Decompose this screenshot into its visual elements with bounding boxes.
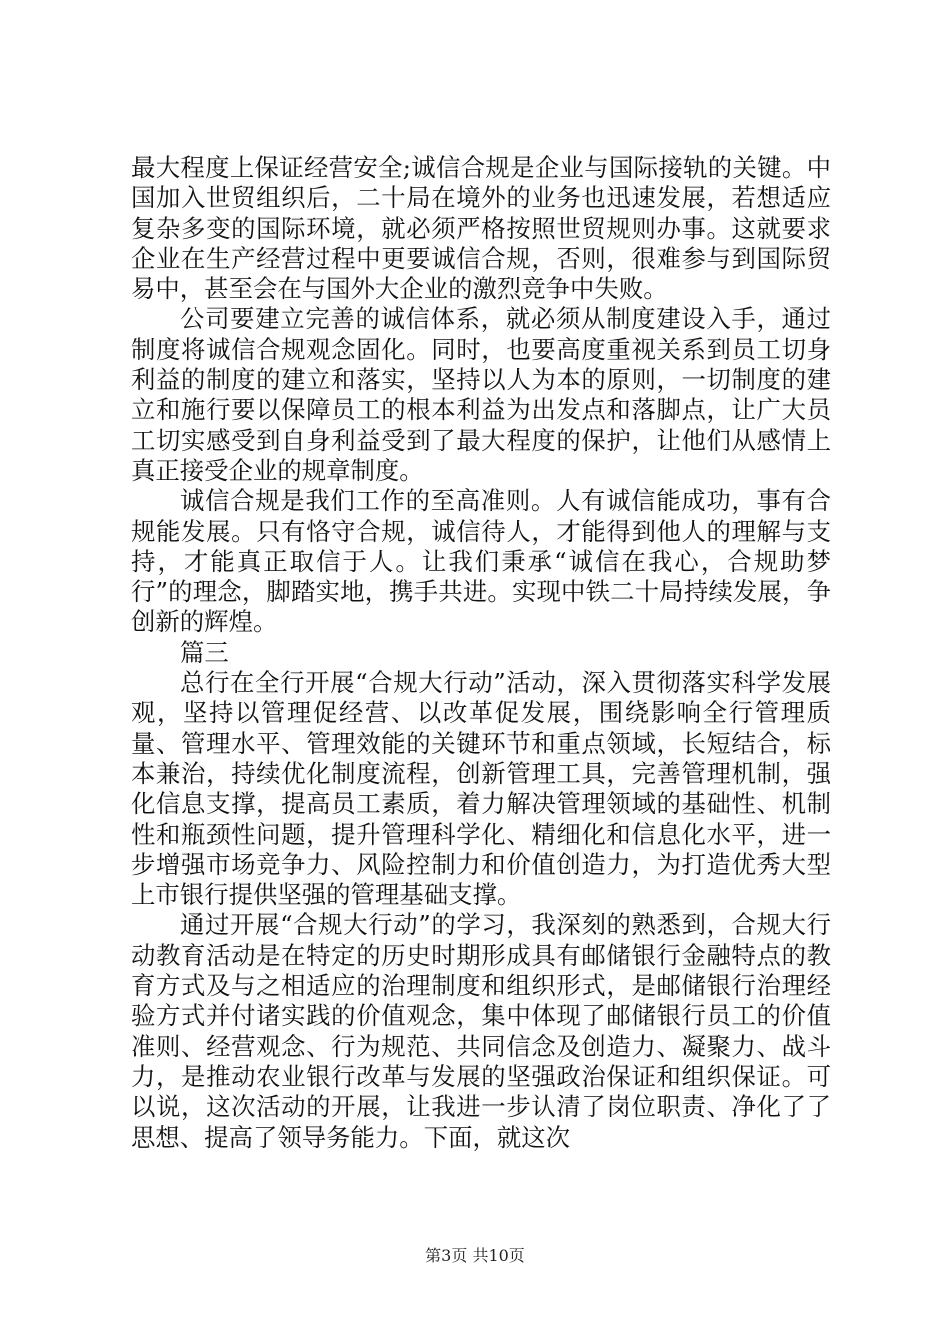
paragraph-integrity-system: 公司要建立完善的诚信体系，就必须从制度建设入手，通过制度将诚信合规观念固化。同时，也要高度重视关系到员工切身利益的制度的建立和落实，坚持以人为本的原则，一切制度的建立和施行要以保障员工的根本利益为出发点和落脚点，让广大员工切实感受到自身利益受到了最大程度的保护，让他们从感情上真正接受企业的规章制度。 xyxy=(131,304,831,485)
paragraph-continued: 最大程度上保证经营安全;诚信合规是企业与国际接轨的关键。中国加入世贸组织后，二十局在境外的业务也迅速发展，若想适应复杂多变的国际环境，就必须严格按照世贸规则办事。这就要求企业在生产经营过程中更要诚信合规，否则，很难参与到国际贸易中，甚至会在与国外大企业的激烈竞争中失败。 xyxy=(131,153,831,304)
page-footer: 第3页 共10页 xyxy=(425,1246,525,1265)
paragraph-learning-reflection: 通过开展“合规大行动”的学习，我深刻的熟悉到，合规大行动教育活动是在特定的历史时期形成具有邮储银行金融特点的教育方式及与之相适应的治理制度和组织形式，是邮储银行治理经验方式并付诸实践的价值观念，集中体现了邮储银行员工的价值准则、经营观念、行为规范、共同信念及创造力、凝聚力、战斗力，是推动农业银行改革与发展的坚强政治保证和组织保证。可以说，这次活动的开展，让我进一步认清了岗位职责、净化了了思想、提高了领导务能力。下面，就这次 xyxy=(131,910,831,1152)
section-heading: 篇三 xyxy=(180,637,229,667)
document-body xyxy=(131,153,831,1153)
paragraph-compliance-campaign: 总行在全行开展“合规大行动”活动，深入贯彻落实科学发展观，坚持以管理促经营、以改革促发展，围绕影响全行管理质量、管理水平、管理效能的关键环节和重点领域，长短结合，标本兼治，持续优化制度流程，创新管理工具，完善管理机制，强化信息支撑，提高员工素质，着力解决管理领域的基础性、机制性和瓶颈性问题，提升管理科学化、精细化和信息化水平，进一步增强市场竞争力、风险控制力和价值创造力，为打造优秀大型上市银行提供坚强的管理基础支撑。 xyxy=(131,668,831,910)
paragraph-integrity-principle: 诚信合规是我们工作的至高准则。人有诚信能成功，事有合规能发展。只有恪守合规，诚信待人，才能得到他人的理解与支持，才能真正取信于人。让我们秉承“诚信在我心，合规助梦行”的理念，脚踏实地，携手共进。实现中铁二十局持续发展，争创新的辉煌。 xyxy=(131,486,831,637)
